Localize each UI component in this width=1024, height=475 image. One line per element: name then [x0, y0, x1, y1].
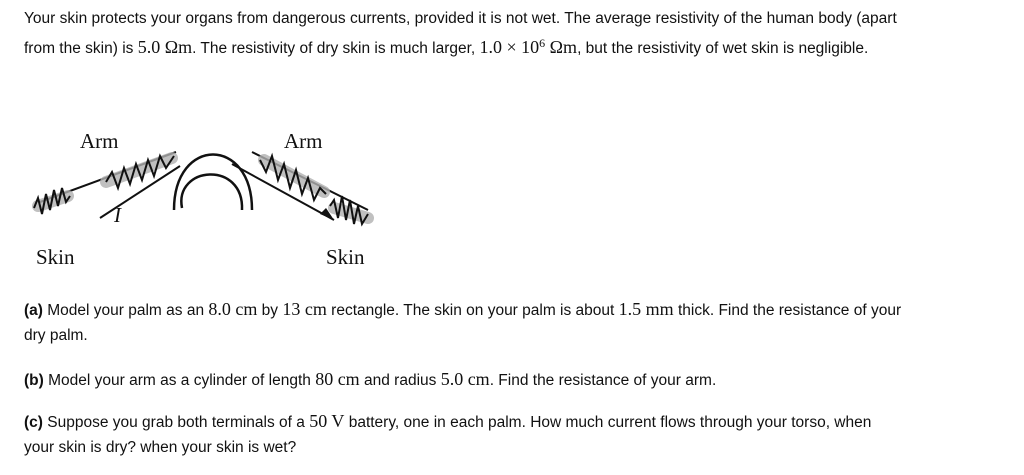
body-resistivity: 5.0 Ωm — [137, 37, 193, 58]
skin-left-label: Skin — [36, 245, 75, 269]
current-label: I — [114, 203, 121, 227]
skin-right-label: Skin — [326, 245, 365, 269]
question-b: (b) Model your arm as a cylinder of length 80 cm and radius 5.0 cm. Find the resistance of your arm. — [24, 369, 717, 389]
torso-outline-inner — [181, 174, 242, 210]
skin-resistivity: 1.0 × 10 — [479, 37, 540, 58]
question-a: (a) Model your palm as an 8.0 cm by 13 cm rectangle. The skin on your palm is about 1.5 mm thick. Find the resistance of your dry palm. — [24, 299, 902, 344]
problem-intro: Your skin protects your organs from dangerous currents, provided it is not wet. The average resistivity of the human body (apart from the skin) is 5.0 Ωm. The resistivity of dry skin is much larger, $1.0 \times 10^6$ Ωm, but the resistivity of wet skin is negligible. — [24, 10, 897, 58]
arm-left-label: Arm — [80, 129, 119, 153]
body-circuit-diagram — [24, 108, 384, 278]
question-c: (c) Suppose you grab both terminals of a 50 V battery, one in each palm. How much current flows through your torso, when your skin is dry? when your skin is wet? — [24, 411, 872, 456]
torso-outline — [174, 155, 252, 211]
arm-right-label: Arm — [284, 129, 323, 153]
